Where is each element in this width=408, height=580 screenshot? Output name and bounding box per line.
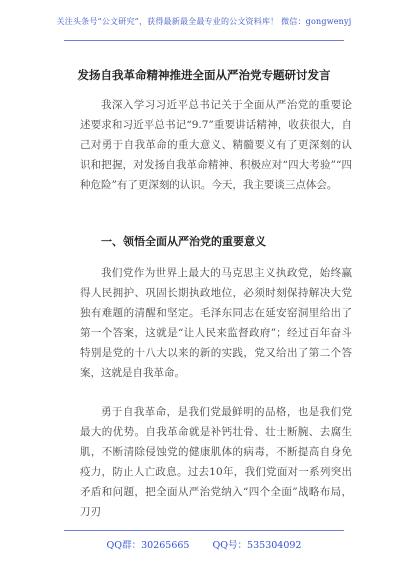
document-title: 发扬自我革命精神推进全面从严治党专题研讨发言 <box>77 68 331 82</box>
paragraph-self-revolution-advantage: 勇于自我革命，是我们党最鲜明的品格，也是我们党最大的优势。自我革命就是补钙壮骨、壮士断腕、去腐生肌，不断清除侵蚀党的健康肌体的病毒，不断提高自身免疫力，防止人亡政息。过去10年，我们党面对一系列突出矛盾和问题，把全面从严治党纳入“四个全面”战略布局，刀刃 <box>80 406 352 518</box>
footer-qq-group: QQ群：30265665 <box>106 540 190 551</box>
header-divider <box>64 40 344 41</box>
paragraph-intro: 我深入学习习近平总书记关于全面从严治党的重要论述要求和习近平总书记“9.7”重要讲话精神，收获很大，自己对勇于自我革命的重大意义、精髓要义有了更深刻的认识和把握，对发扬自我革命精神、积极应对“四大考验”“四种危险”有了更深刻的认识。今天，我主要谈三点体会。 <box>80 99 352 191</box>
footer-contact <box>0 537 408 551</box>
header-promo-note: 关注头条号“公文研究”，获得最新最全最专业的公文资料库！ 微信：gongwenyj <box>56 17 352 26</box>
paragraph-self-revolution-answer: 我们党作为世界上最大的马克思主义执政党，始终赢得人民拥护、巩固长期执政地位，必须时刻保持解决大党独有难题的清醒和坚定。毛泽东同志在延安窑洞里给出了第一个答案，这就是“让人民来监督政府”；经过百年奋斗特别是党的十八大以来的新的实践，党又给出了第二个答案，这就是自我革命。 <box>80 267 352 379</box>
section-heading-1: 一、领悟全面从严治党的重要意义 <box>101 235 266 248</box>
footer-divider <box>64 530 344 531</box>
footer-qq-number: QQ号：535304092 <box>212 540 302 551</box>
